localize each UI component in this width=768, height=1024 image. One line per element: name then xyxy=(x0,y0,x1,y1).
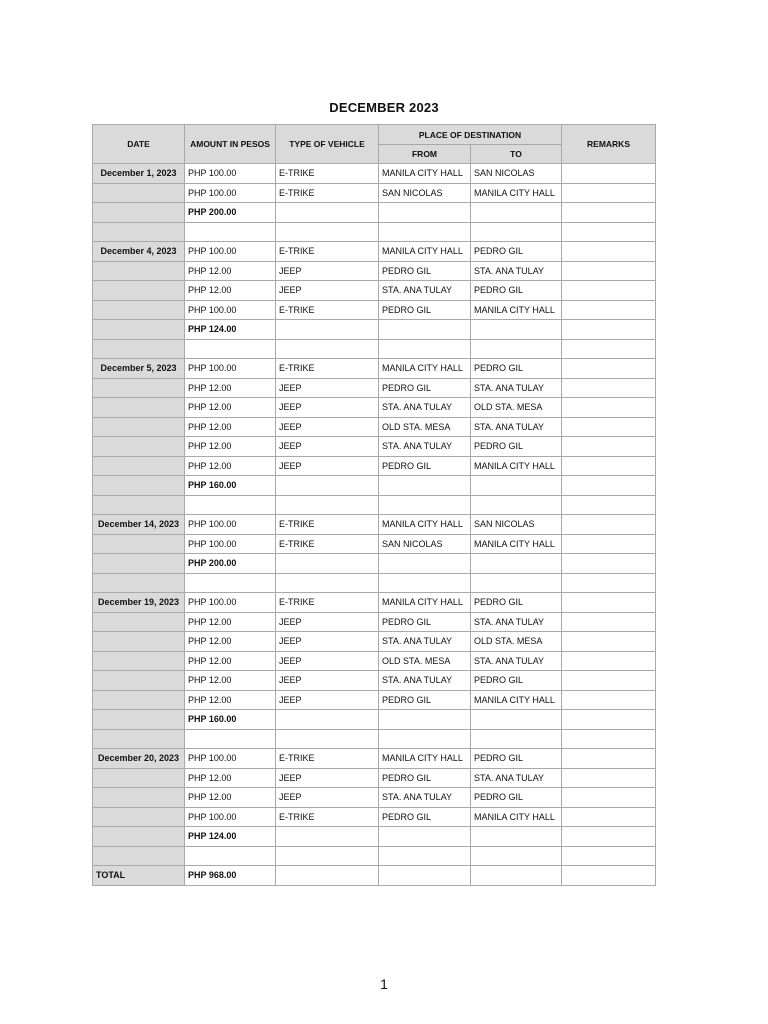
from-cell xyxy=(379,222,471,242)
from-cell: MANILA CITY HALL xyxy=(379,359,471,379)
vehicle-cell: E-TRIKE xyxy=(276,515,379,535)
remarks-cell xyxy=(562,632,656,652)
vehicle-cell xyxy=(276,573,379,593)
from-cell: STA. ANA TULAY xyxy=(379,398,471,418)
table-row xyxy=(93,437,656,457)
vehicle-cell xyxy=(276,554,379,574)
page-number: 1 xyxy=(380,976,388,992)
to-cell: STA. ANA TULAY xyxy=(471,612,562,632)
from-cell: PEDRO GIL xyxy=(379,456,471,476)
from-cell: PEDRO GIL xyxy=(379,807,471,827)
remarks-cell xyxy=(562,203,656,223)
table-row xyxy=(93,242,656,262)
to-cell xyxy=(471,222,562,242)
amount-cell: PHP 12.00 xyxy=(185,788,276,808)
to-cell: MANILA CITY HALL xyxy=(471,183,562,203)
date-cell xyxy=(93,417,185,437)
header-vehicle: TYPE OF VEHICLE xyxy=(276,125,379,164)
from-cell xyxy=(379,866,471,886)
from-cell: SAN NICOLAS xyxy=(379,183,471,203)
amount-cell: PHP 200.00 xyxy=(185,203,276,223)
amount-cell xyxy=(185,339,276,359)
remarks-cell xyxy=(562,476,656,496)
subtotal-row xyxy=(93,320,656,340)
amount-cell: PHP 12.00 xyxy=(185,437,276,457)
vehicle-cell: JEEP xyxy=(276,261,379,281)
subtotal-row xyxy=(93,554,656,574)
blank-row xyxy=(93,729,656,749)
amount-cell: PHP 12.00 xyxy=(185,651,276,671)
amount-cell: PHP 12.00 xyxy=(185,398,276,418)
from-cell: STA. ANA TULAY xyxy=(379,281,471,301)
amount-cell: PHP 968.00 xyxy=(185,866,276,886)
date-cell xyxy=(93,300,185,320)
from-cell: MANILA CITY HALL xyxy=(379,242,471,262)
table-row xyxy=(93,788,656,808)
vehicle-cell: JEEP xyxy=(276,788,379,808)
to-cell: PEDRO GIL xyxy=(471,749,562,769)
remarks-cell xyxy=(562,320,656,340)
table-row xyxy=(93,593,656,613)
amount-cell: PHP 12.00 xyxy=(185,632,276,652)
from-cell xyxy=(379,203,471,223)
table-row xyxy=(93,378,656,398)
to-cell xyxy=(471,710,562,730)
amount-cell: PHP 12.00 xyxy=(185,690,276,710)
vehicle-cell: E-TRIKE xyxy=(276,164,379,184)
date-cell: December 1, 2023 xyxy=(93,164,185,184)
table-row xyxy=(93,612,656,632)
remarks-cell xyxy=(562,866,656,886)
from-cell xyxy=(379,573,471,593)
date-cell xyxy=(93,710,185,730)
remarks-cell xyxy=(562,593,656,613)
table-row xyxy=(93,359,656,379)
remarks-cell xyxy=(562,437,656,457)
from-cell xyxy=(379,710,471,730)
to-cell: MANILA CITY HALL xyxy=(471,300,562,320)
date-cell xyxy=(93,690,185,710)
vehicle-cell: E-TRIKE xyxy=(276,183,379,203)
date-cell xyxy=(93,534,185,554)
header-amount: AMOUNT IN PESOS xyxy=(185,125,276,164)
remarks-cell xyxy=(562,359,656,379)
blank-row xyxy=(93,495,656,515)
vehicle-cell xyxy=(276,495,379,515)
date-cell xyxy=(93,651,185,671)
from-cell xyxy=(379,846,471,866)
from-cell: PEDRO GIL xyxy=(379,378,471,398)
table-row xyxy=(93,300,656,320)
vehicle-cell: JEEP xyxy=(276,612,379,632)
to-cell: PEDRO GIL xyxy=(471,671,562,691)
from-cell: OLD STA. MESA xyxy=(379,651,471,671)
amount-cell: PHP 100.00 xyxy=(185,242,276,262)
blank-row xyxy=(93,339,656,359)
expense-table xyxy=(92,124,656,886)
date-cell: December 14, 2023 xyxy=(93,515,185,535)
vehicle-cell xyxy=(276,203,379,223)
date-cell xyxy=(93,671,185,691)
from-cell: SAN NICOLAS xyxy=(379,534,471,554)
date-cell xyxy=(93,573,185,593)
table-row xyxy=(93,768,656,788)
from-cell xyxy=(379,554,471,574)
date-cell: December 20, 2023 xyxy=(93,749,185,769)
date-cell xyxy=(93,398,185,418)
remarks-cell xyxy=(562,261,656,281)
remarks-cell xyxy=(562,846,656,866)
amount-cell: PHP 100.00 xyxy=(185,183,276,203)
to-cell: STA. ANA TULAY xyxy=(471,768,562,788)
table-body xyxy=(93,164,656,886)
remarks-cell xyxy=(562,398,656,418)
to-cell: PEDRO GIL xyxy=(471,593,562,613)
amount-cell: PHP 124.00 xyxy=(185,320,276,340)
amount-cell xyxy=(185,846,276,866)
from-cell xyxy=(379,476,471,496)
vehicle-cell xyxy=(276,222,379,242)
remarks-cell xyxy=(562,729,656,749)
remarks-cell xyxy=(562,807,656,827)
table-row xyxy=(93,261,656,281)
date-cell xyxy=(93,437,185,457)
blank-row xyxy=(93,846,656,866)
amount-cell: PHP 100.00 xyxy=(185,807,276,827)
blank-row xyxy=(93,222,656,242)
vehicle-cell: E-TRIKE xyxy=(276,300,379,320)
from-cell: PEDRO GIL xyxy=(379,300,471,320)
from-cell xyxy=(379,827,471,847)
from-cell xyxy=(379,729,471,749)
vehicle-cell xyxy=(276,710,379,730)
from-cell xyxy=(379,495,471,515)
amount-cell xyxy=(185,573,276,593)
amount-cell xyxy=(185,729,276,749)
vehicle-cell: JEEP xyxy=(276,281,379,301)
remarks-cell xyxy=(562,827,656,847)
amount-cell: PHP 12.00 xyxy=(185,612,276,632)
total-row xyxy=(93,866,656,886)
date-cell xyxy=(93,378,185,398)
table-row xyxy=(93,690,656,710)
to-cell: STA. ANA TULAY xyxy=(471,261,562,281)
vehicle-cell: E-TRIKE xyxy=(276,534,379,554)
remarks-cell xyxy=(562,534,656,554)
amount-cell: PHP 12.00 xyxy=(185,768,276,788)
amount-cell: PHP 12.00 xyxy=(185,671,276,691)
vehicle-cell: E-TRIKE xyxy=(276,359,379,379)
to-cell: MANILA CITY HALL xyxy=(471,456,562,476)
date-cell xyxy=(93,222,185,242)
vehicle-cell xyxy=(276,320,379,340)
table-row xyxy=(93,398,656,418)
vehicle-cell: JEEP xyxy=(276,417,379,437)
amount-cell: PHP 12.00 xyxy=(185,417,276,437)
from-cell xyxy=(379,320,471,340)
from-cell: MANILA CITY HALL xyxy=(379,515,471,535)
amount-cell: PHP 12.00 xyxy=(185,281,276,301)
remarks-cell xyxy=(562,183,656,203)
to-cell xyxy=(471,866,562,886)
remarks-cell xyxy=(562,710,656,730)
from-cell: STA. ANA TULAY xyxy=(379,632,471,652)
subtotal-row xyxy=(93,476,656,496)
from-cell: STA. ANA TULAY xyxy=(379,788,471,808)
to-cell: STA. ANA TULAY xyxy=(471,651,562,671)
to-cell xyxy=(471,339,562,359)
from-cell: PEDRO GIL xyxy=(379,690,471,710)
vehicle-cell: JEEP xyxy=(276,671,379,691)
remarks-cell xyxy=(562,671,656,691)
remarks-cell xyxy=(562,222,656,242)
date-cell xyxy=(93,261,185,281)
to-cell xyxy=(471,554,562,574)
date-cell xyxy=(93,339,185,359)
remarks-cell xyxy=(562,378,656,398)
to-cell: PEDRO GIL xyxy=(471,437,562,457)
vehicle-cell: E-TRIKE xyxy=(276,593,379,613)
to-cell: PEDRO GIL xyxy=(471,281,562,301)
to-cell: STA. ANA TULAY xyxy=(471,378,562,398)
date-cell xyxy=(93,554,185,574)
remarks-cell xyxy=(562,242,656,262)
table-row xyxy=(93,281,656,301)
to-cell xyxy=(471,495,562,515)
date-cell xyxy=(93,768,185,788)
from-cell: OLD STA. MESA xyxy=(379,417,471,437)
to-cell xyxy=(471,846,562,866)
date-cell xyxy=(93,827,185,847)
header-place: PLACE OF DESTINATION xyxy=(379,125,562,145)
table-row xyxy=(93,164,656,184)
to-cell: STA. ANA TULAY xyxy=(471,417,562,437)
amount-cell xyxy=(185,495,276,515)
date-cell xyxy=(93,281,185,301)
from-cell: STA. ANA TULAY xyxy=(379,671,471,691)
remarks-cell xyxy=(562,554,656,574)
remarks-cell xyxy=(562,164,656,184)
to-cell: SAN NICOLAS xyxy=(471,164,562,184)
to-cell: MANILA CITY HALL xyxy=(471,690,562,710)
amount-cell: PHP 100.00 xyxy=(185,300,276,320)
to-cell xyxy=(471,320,562,340)
date-cell xyxy=(93,846,185,866)
remarks-cell xyxy=(562,417,656,437)
from-cell: MANILA CITY HALL xyxy=(379,164,471,184)
date-cell xyxy=(93,320,185,340)
amount-cell: PHP 100.00 xyxy=(185,749,276,769)
date-cell xyxy=(93,203,185,223)
table-row xyxy=(93,651,656,671)
date-cell xyxy=(93,807,185,827)
amount-cell: PHP 100.00 xyxy=(185,359,276,379)
vehicle-cell: JEEP xyxy=(276,632,379,652)
remarks-cell xyxy=(562,339,656,359)
amount-cell: PHP 12.00 xyxy=(185,378,276,398)
remarks-cell xyxy=(562,612,656,632)
vehicle-cell: JEEP xyxy=(276,651,379,671)
date-cell xyxy=(93,632,185,652)
vehicle-cell: E-TRIKE xyxy=(276,242,379,262)
vehicle-cell xyxy=(276,729,379,749)
amount-cell: PHP 200.00 xyxy=(185,554,276,574)
vehicle-cell: JEEP xyxy=(276,456,379,476)
to-cell: MANILA CITY HALL xyxy=(471,807,562,827)
remarks-cell xyxy=(562,456,656,476)
to-cell xyxy=(471,573,562,593)
table-row xyxy=(93,671,656,691)
amount-cell: PHP 100.00 xyxy=(185,534,276,554)
date-cell xyxy=(93,612,185,632)
to-cell: PEDRO GIL xyxy=(471,242,562,262)
amount-cell xyxy=(185,222,276,242)
date-cell xyxy=(93,495,185,515)
date-cell xyxy=(93,788,185,808)
to-cell xyxy=(471,827,562,847)
table-row xyxy=(93,807,656,827)
from-cell: MANILA CITY HALL xyxy=(379,749,471,769)
vehicle-cell xyxy=(276,866,379,886)
table-header xyxy=(93,125,656,164)
amount-cell: PHP 12.00 xyxy=(185,456,276,476)
vehicle-cell xyxy=(276,339,379,359)
to-cell: OLD STA. MESA xyxy=(471,632,562,652)
vehicle-cell: JEEP xyxy=(276,398,379,418)
remarks-cell xyxy=(562,690,656,710)
header-from: FROM xyxy=(379,145,471,164)
remarks-cell xyxy=(562,788,656,808)
vehicle-cell: JEEP xyxy=(276,768,379,788)
subtotal-row xyxy=(93,710,656,730)
amount-cell: PHP 160.00 xyxy=(185,476,276,496)
remarks-cell xyxy=(562,495,656,515)
table-row xyxy=(93,417,656,437)
vehicle-cell: E-TRIKE xyxy=(276,749,379,769)
remarks-cell xyxy=(562,768,656,788)
date-cell: December 4, 2023 xyxy=(93,242,185,262)
remarks-cell xyxy=(562,749,656,769)
from-cell xyxy=(379,339,471,359)
vehicle-cell xyxy=(276,846,379,866)
to-cell xyxy=(471,476,562,496)
table-row xyxy=(93,183,656,203)
date-cell xyxy=(93,456,185,476)
page-title: DECEMBER 2023 xyxy=(329,100,439,115)
to-cell xyxy=(471,203,562,223)
table-row xyxy=(93,456,656,476)
vehicle-cell: E-TRIKE xyxy=(276,807,379,827)
date-cell: December 19, 2023 xyxy=(93,593,185,613)
from-cell: STA. ANA TULAY xyxy=(379,437,471,457)
header-remarks: REMARKS xyxy=(562,125,656,164)
remarks-cell xyxy=(562,573,656,593)
to-cell: SAN NICOLAS xyxy=(471,515,562,535)
table-row xyxy=(93,749,656,769)
to-cell xyxy=(471,729,562,749)
amount-cell: PHP 12.00 xyxy=(185,261,276,281)
table-row xyxy=(93,515,656,535)
table-row xyxy=(93,632,656,652)
from-cell: PEDRO GIL xyxy=(379,612,471,632)
vehicle-cell xyxy=(276,827,379,847)
date-cell xyxy=(93,476,185,496)
from-cell: MANILA CITY HALL xyxy=(379,593,471,613)
amount-cell: PHP 100.00 xyxy=(185,515,276,535)
remarks-cell xyxy=(562,281,656,301)
vehicle-cell xyxy=(276,476,379,496)
to-cell: MANILA CITY HALL xyxy=(471,534,562,554)
date-cell xyxy=(93,729,185,749)
to-cell: PEDRO GIL xyxy=(471,359,562,379)
subtotal-row xyxy=(93,203,656,223)
vehicle-cell: JEEP xyxy=(276,437,379,457)
subtotal-row xyxy=(93,827,656,847)
header-date: DATE xyxy=(93,125,185,164)
to-cell: OLD STA. MESA xyxy=(471,398,562,418)
amount-cell: PHP 100.00 xyxy=(185,164,276,184)
date-cell: December 5, 2023 xyxy=(93,359,185,379)
remarks-cell xyxy=(562,515,656,535)
date-cell: TOTAL xyxy=(93,866,185,886)
blank-row xyxy=(93,573,656,593)
amount-cell: PHP 100.00 xyxy=(185,593,276,613)
vehicle-cell: JEEP xyxy=(276,690,379,710)
from-cell: PEDRO GIL xyxy=(379,261,471,281)
from-cell: PEDRO GIL xyxy=(379,768,471,788)
to-cell: PEDRO GIL xyxy=(471,788,562,808)
remarks-cell xyxy=(562,300,656,320)
remarks-cell xyxy=(562,651,656,671)
header-to: TO xyxy=(471,145,562,164)
date-cell xyxy=(93,183,185,203)
amount-cell: PHP 160.00 xyxy=(185,710,276,730)
amount-cell: PHP 124.00 xyxy=(185,827,276,847)
vehicle-cell: JEEP xyxy=(276,378,379,398)
table-row xyxy=(93,534,656,554)
